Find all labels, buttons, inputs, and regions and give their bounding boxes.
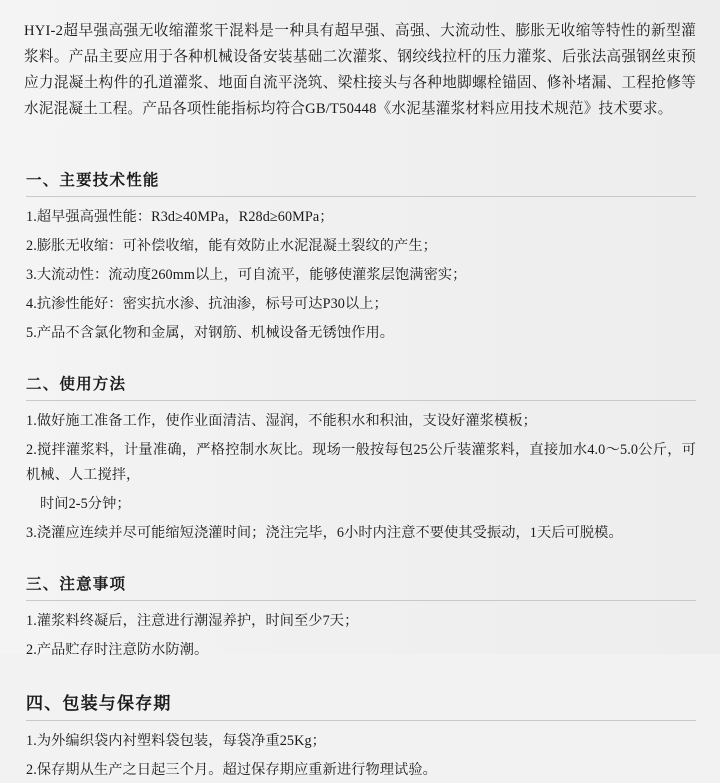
list-item: 3.大流动性：流动度260mm以上，可自流平，能够使灌浆层饱满密实； (26, 267, 467, 283)
list-item: 2.保存期从生产之日起三个月。超过保存期应重新进行物理试验。 (26, 762, 437, 778)
section-heading: 三、注意事项 (26, 572, 696, 601)
list-item: 5.产品不含氯化物和金属，对钢筋、机械设备无锈蚀作用。 (26, 325, 395, 341)
section-technical-performance (20, 168, 700, 346)
section-packaging-storage (20, 689, 700, 783)
list-item: 2.膨胀无收缩：可补偿收缩，能有效防止水泥混凝土裂纹的产生； (26, 238, 437, 254)
list-item: 1.为外编织袋内衬塑料袋包装，每袋净重25Kg； (26, 733, 326, 749)
section-heading: 二、使用方法 (26, 372, 696, 401)
section-usage-method (20, 372, 700, 546)
list-item: 2.产品贮存时注意防水防潮。 (26, 642, 209, 658)
list-item: 3.浇灌应连续并尽可能缩短浇灌时间；浇注完毕，6小时内注意不要使其受振动，1天后可脱模。 (26, 525, 623, 541)
list-item-continuation: 时间2-5分钟； (40, 496, 131, 512)
section-precautions (20, 572, 700, 663)
section-heading: 一、主要技术性能 (26, 168, 696, 197)
list-item: 1.超早强高强性能：R3d≥40MPa，R28d≥60MPa； (26, 209, 334, 225)
list-item: 1.做好施工准备工作，使作业面清洁、湿润，不能积水和积油，支设好灌浆模板； (26, 413, 537, 429)
list-item: 4.抗渗性能好：密实抗水渗、抗油渗，标号可达P30以上； (26, 296, 388, 312)
section-heading: 四、包装与保存期 (26, 689, 696, 721)
list-item: 1.灌浆料终凝后，注意进行潮湿养护，时间至少7天； (26, 613, 359, 629)
intro-paragraph: HYI-2超早强高强无收缩灌浆干混料是一种具有超早强、高强、大流动性、膨胀无收缩等特性的新型灌浆料。产品主要应用于各种机械设备安装基础二次灌浆、钢绞线拉杆的压力灌浆、后张法高强钢丝束预应力混凝土构件的孔道灌浆、地面自流平浇筑、梁柱接头与各种地脚螺栓锚固、修补堵漏、工程抢修等水泥混凝土工程。产品各项性能指标均符合GB/T50448《水泥基灌浆材料应用技术规范》技术要求。 (24, 23, 696, 117)
list-item: 2.搅拌灌浆料，计量准确，严格控制水灰比。现场一般按每包25公斤装灌浆料，直接加水4.0～5.0公斤，可机械、人工搅拌， (26, 442, 696, 483)
